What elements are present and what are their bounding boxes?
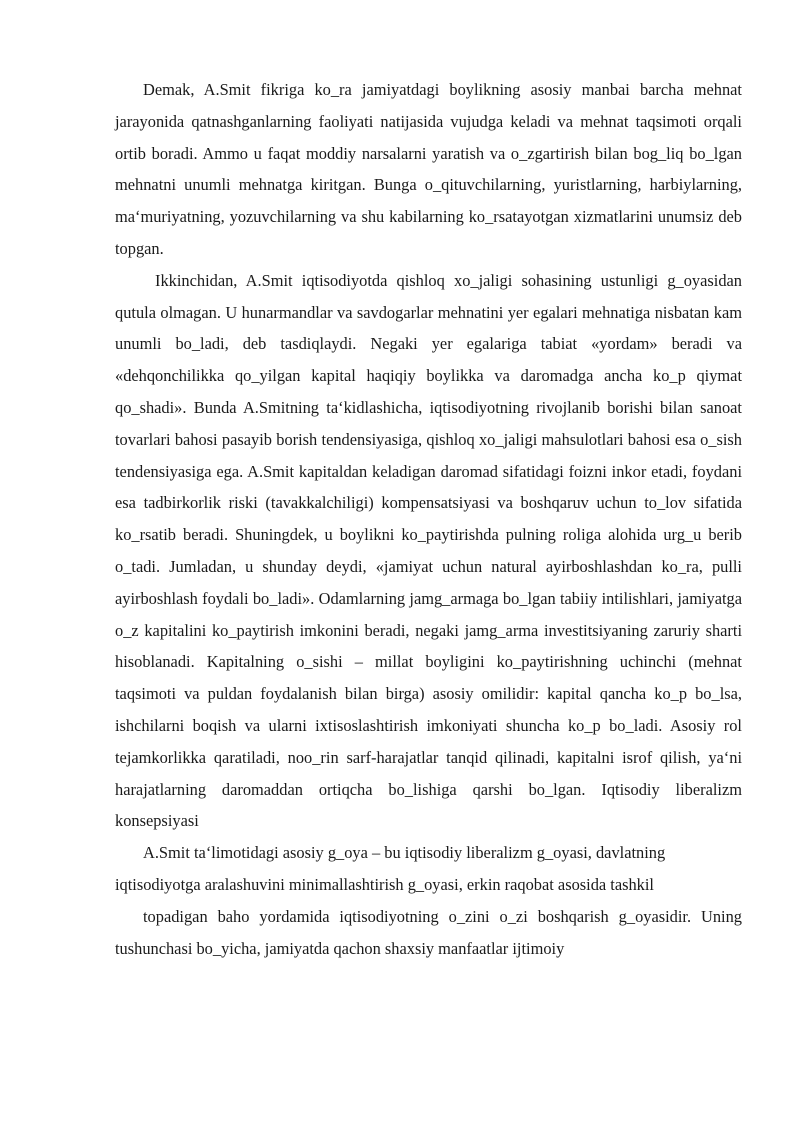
document-page: [115, 74, 742, 964]
paragraph-1: Demak, A.Smit fikriga ko_ra jamiyatdagi boylikning asosiy manbai barcha mehnat jarayonida qatnashganlarning faoliyati natijasida vujudga keladi va mehnat taqsimoti orqali ortib boradi. Ammo u faqat moddiy narsalarni yaratish va o_zgartirish bilan bog_liq bo_lgan mehnatni unumli mehnatga kiritgan. Bunga o_qituvchilarning, yuristlarning, harbiylarning, ma‘muriyatning, yozuvchilarning va shu kabilarning ko_rsatayotgan xizmatlarini unumsiz deb topgan.: [115, 80, 742, 258]
paragraph-4: topadigan baho yordamida iqtisodiyotning o_zini o_zi boshqarish g_oyasidir. Uning tushunchasi bo_yicha, jamiyatda qachon shaxsiy manfaatlar ijtimoiy: [115, 906, 742, 958]
paragraph-3: A.Smit ta‘limotidagi asosiy g_oya – bu iqtisodiy liberalizm g_oyasi, davlatning iqtisodiyotga aralashuvini minimallashtirish g_oyasi, erkin raqobat asosida tashkil: [115, 843, 666, 894]
paragraph-2: Ikkinchidan, A.Smit iqtisodiyotda qishloq xo_jaligi sohasining ustunligi g_oyasidan qutula olmagan. U hunarmandlar va savdogarlar mehnatini yer egalari mehnatiga nisbatan kam unumli bo_ladi, deb tasdiqlaydi. Negaki yer egalariga tabiat «yordam» beradi va «dehqonchilikka qo_yilgan kapital haqiqiy boylikka va daromadga ancha ko_p qiymat qo_shadi». Bunda A.Smitning ta‘kidlashicha, iqtisodiyotning rivojlanib borishi bilan sanoat tovarlari bahosi pasayib borish tendensiyasiga, qishloq xo_jaligi mahsulotlari bahosi esa o_sish tendensiyasiga ega. A.Smit kapitaldan keladigan daromad sifatidagi foizni inkor etadi, foydani esa tadbirkorlik riski (tavakkalchiligi) kompensatsiyasi va boshqaruv uchun to_lov sifatida ko_rsatib beradi. Shuningdek, u boylikni ko_paytirishda pulning roliga alohida urg_u berib o_tadi. Jumladan, u shunday deydi, «jamiyat uchun natural ayirboshlashdan ko_ra, pulli ayirboshlash foydali bo_ladi». Odamlarning jamg_armaga bo_lgan tabiiy intilishlari, jamiyatga o_z kapitalini ko_paytirish imkonini beradi, negaki jamg_arma investitsiyaning zaruriy sharti hisoblanadi. Kapitalning o_sishi – millat boyligini ko_paytirishning uchinchi (mehnat taqsimoti va puldan foydalanish bilan birga) asosiy omilidir: kapital qancha ko_p bo_lsa, ishchilarni boqish va ularni ixtisoslashtirish imkoniyati shuncha ko_p bo_ladi. Asosiy rol tejamkorlikka qaratiladi, noo_rin sarf-harajatlar tanqid qilinadi, kapitalni isrof qilish, ya‘ni harajatlarning daromaddan ortiqcha bo_lishiga qarshi bo_lgan. Iqtisodiy liberalizm konsepsiyasi: [115, 270, 742, 831]
